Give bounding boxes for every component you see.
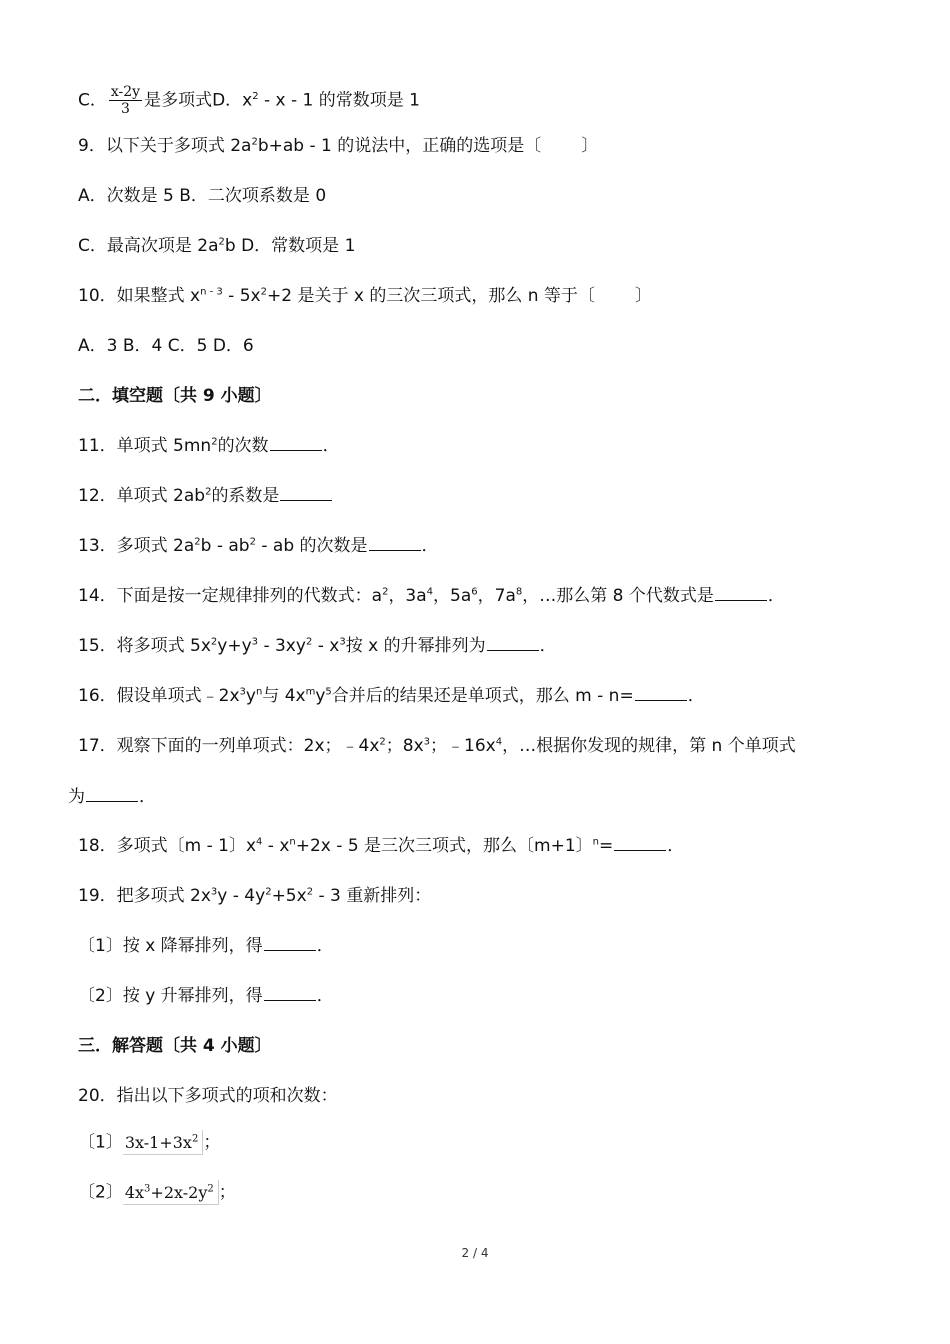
formula-image <box>123 1130 204 1155</box>
text: 是多项式D．x <box>144 90 253 111</box>
text: - 3xy <box>258 636 306 656</box>
text: 12．单项式 2ab <box>78 486 206 506</box>
superscript: 2 <box>211 436 218 448</box>
superscript: 5 <box>325 686 332 698</box>
fraction <box>109 84 142 117</box>
section-3-heading <box>78 1034 272 1058</box>
superscript: 2 <box>265 886 272 898</box>
text: ，…根据你发现的规律，第 n 个单项式 <box>502 736 796 756</box>
text: 13．多项式 2a <box>78 536 195 556</box>
text: ． <box>316 936 334 956</box>
answer-blank <box>715 584 767 601</box>
text: C． <box>78 90 107 111</box>
question-16 <box>78 684 705 708</box>
question-20-part-1 <box>78 1130 220 1155</box>
fraction-denominator: 3 <box>121 101 130 117</box>
superscript: n <box>592 836 599 848</box>
text: 〔1〕按 x 降幂排列，得 <box>78 936 263 956</box>
text: y+y <box>217 636 252 656</box>
text: - 3 重新排列： <box>313 886 432 906</box>
text: 与 4x <box>262 686 306 706</box>
answer-blank <box>264 984 316 1001</box>
text: 10．如果整式 x <box>78 286 201 306</box>
text: +2x - 5 是三次三项式，那么〔m+1〕 <box>295 836 593 856</box>
question-18 <box>78 834 684 858</box>
text: 按 x 的升幂排列为 <box>345 636 486 656</box>
text: 〕 <box>634 286 652 306</box>
text: ；﹣16x <box>430 736 496 756</box>
text: y <box>315 686 326 706</box>
text: ． <box>667 836 685 856</box>
superscript: 2 <box>251 136 258 148</box>
text: y <box>245 686 256 706</box>
question-9 <box>78 134 598 158</box>
superscript: 2 <box>191 1133 199 1145</box>
superscript: 3 <box>251 636 259 648</box>
text: C．最高次项是 2a <box>78 236 219 256</box>
question-12 <box>78 484 333 508</box>
question-20 <box>78 1084 338 1108</box>
text: 〔2〕按 y 升幂排列，得 <box>78 986 263 1006</box>
superscript: 4 <box>426 586 434 598</box>
answer-blank <box>614 834 666 851</box>
text: 9．以下关于多项式 2a <box>78 136 252 156</box>
text: b+ab - 1 的说法中，正确的选项是〔 <box>257 136 542 156</box>
text: ． <box>767 586 785 606</box>
text: 18．多项式〔m - 1〕x <box>78 836 257 856</box>
superscript: 2 <box>249 536 256 548</box>
text: 11．单项式 5mn <box>78 436 212 456</box>
text: - x - 1 的常数项是 1 <box>258 90 420 111</box>
question-13 <box>78 534 439 558</box>
page-number: 2 / 4 <box>461 1246 489 1260</box>
answer-blank <box>487 634 539 651</box>
section-2-heading <box>78 384 272 408</box>
question-10 <box>78 284 652 308</box>
superscript: 2 <box>207 1183 214 1195</box>
fraction-numerator: x-2y <box>110 84 141 100</box>
question-14 <box>78 584 785 608</box>
formula-text: 4x <box>124 1183 145 1202</box>
superscript: 4 <box>256 836 263 848</box>
superscript: 8 <box>515 586 523 598</box>
question-20-part-2 <box>78 1180 236 1205</box>
text: 20．指出以下多项式的项和次数： <box>78 1086 338 1106</box>
text: ，…那么第 8 个代数式是 <box>522 586 714 606</box>
superscript: 2 <box>305 636 313 648</box>
text: ，3a <box>388 586 427 606</box>
text: 的系数是 <box>211 486 280 506</box>
question-19-part-1 <box>78 934 334 958</box>
superscript: 2 <box>194 536 201 548</box>
text: A．3 B．4 C．5 D．6 <box>78 336 254 356</box>
superscript: 2 <box>382 586 389 598</box>
text: 合并后的结果还是单项式，那么 m - n= <box>331 686 634 706</box>
text: ． <box>139 787 156 807</box>
superscript: 3 <box>210 886 218 898</box>
text: ． <box>316 986 334 1006</box>
text: 19．把多项式 2x <box>78 886 211 906</box>
line-c-option <box>78 84 420 117</box>
superscript: 2 <box>379 736 386 748</box>
answer-blank <box>369 534 421 551</box>
text: ；8x <box>385 736 424 756</box>
superscript: 3 <box>339 636 346 648</box>
text: b D．常数项是 1 <box>224 236 356 256</box>
text: ，5a <box>433 586 472 606</box>
question-11 <box>78 434 340 458</box>
text: - x <box>262 836 290 856</box>
text: A．次数是 5 B．二次项系数是 0 <box>78 186 327 206</box>
text: +5x <box>271 886 307 906</box>
question-10-options <box>78 334 254 358</box>
text: 三．解答题〔共 4 小题〕 <box>78 1036 272 1056</box>
text: = <box>599 836 614 856</box>
superscript: 2 <box>205 486 212 498</box>
text: ； <box>218 1182 236 1203</box>
superscript: 4 <box>495 736 503 748</box>
text: ． <box>421 536 439 556</box>
question-9-options-ab <box>78 184 326 208</box>
question-17 <box>78 734 796 758</box>
superscript: n <box>289 836 296 848</box>
question-9-options-cd <box>78 234 355 258</box>
text: - x <box>312 636 340 656</box>
text: - ab 的次数是 <box>255 536 368 556</box>
formula-text: +2x-2y <box>150 1183 208 1202</box>
question-17-continued <box>68 785 156 809</box>
answer-blank <box>280 484 332 501</box>
text: ． <box>539 636 557 656</box>
text: 15．将多项式 5x <box>78 636 211 656</box>
text: 17．观察下面的一列单项式：2x；﹣4x <box>78 736 380 756</box>
answer-blank <box>264 934 316 951</box>
text: 〔2〕 <box>78 1182 123 1203</box>
superscript: 3 <box>239 686 246 698</box>
superscript: 2 <box>260 286 267 298</box>
text: ； <box>203 1132 221 1153</box>
text: +2 是关于 x 的三次三项式，那么 n 等于〔 <box>266 286 595 306</box>
superscript: 6 <box>471 586 478 598</box>
text: - 5x <box>222 286 261 306</box>
text: 14．下面是按一定规律排列的代数式：a <box>78 586 383 606</box>
question-15 <box>78 634 557 658</box>
superscript: 2 <box>306 886 314 898</box>
text: 16．假设单项式﹣2x <box>78 686 240 706</box>
text: 为 <box>68 787 85 807</box>
superscript: 2 <box>218 236 225 248</box>
superscript: 3 <box>144 1183 151 1195</box>
superscript: 2 <box>210 636 218 648</box>
superscript: n - 3 <box>200 286 223 298</box>
answer-blank <box>635 684 687 701</box>
text: 的次数 <box>217 436 269 456</box>
superscript: 3 <box>423 736 431 748</box>
formula-text: 3x-1+3x <box>124 1133 192 1152</box>
text: 〕 <box>581 136 599 156</box>
superscript: 2 <box>252 90 259 102</box>
text: ． <box>687 686 705 706</box>
formula-image <box>123 1180 219 1205</box>
text: ，7a <box>477 586 516 606</box>
answer-blank <box>86 785 138 802</box>
superscript: m <box>305 686 316 698</box>
text: ． <box>322 436 340 456</box>
superscript: n <box>255 686 263 698</box>
question-19 <box>78 884 431 908</box>
text: b - ab <box>200 536 250 556</box>
answer-blank <box>270 434 322 451</box>
question-19-part-2 <box>78 984 334 1008</box>
text: 〔1〕 <box>78 1132 123 1153</box>
text: 二．填空题〔共 9 小题〕 <box>78 386 272 406</box>
text: y - 4y <box>217 886 266 906</box>
